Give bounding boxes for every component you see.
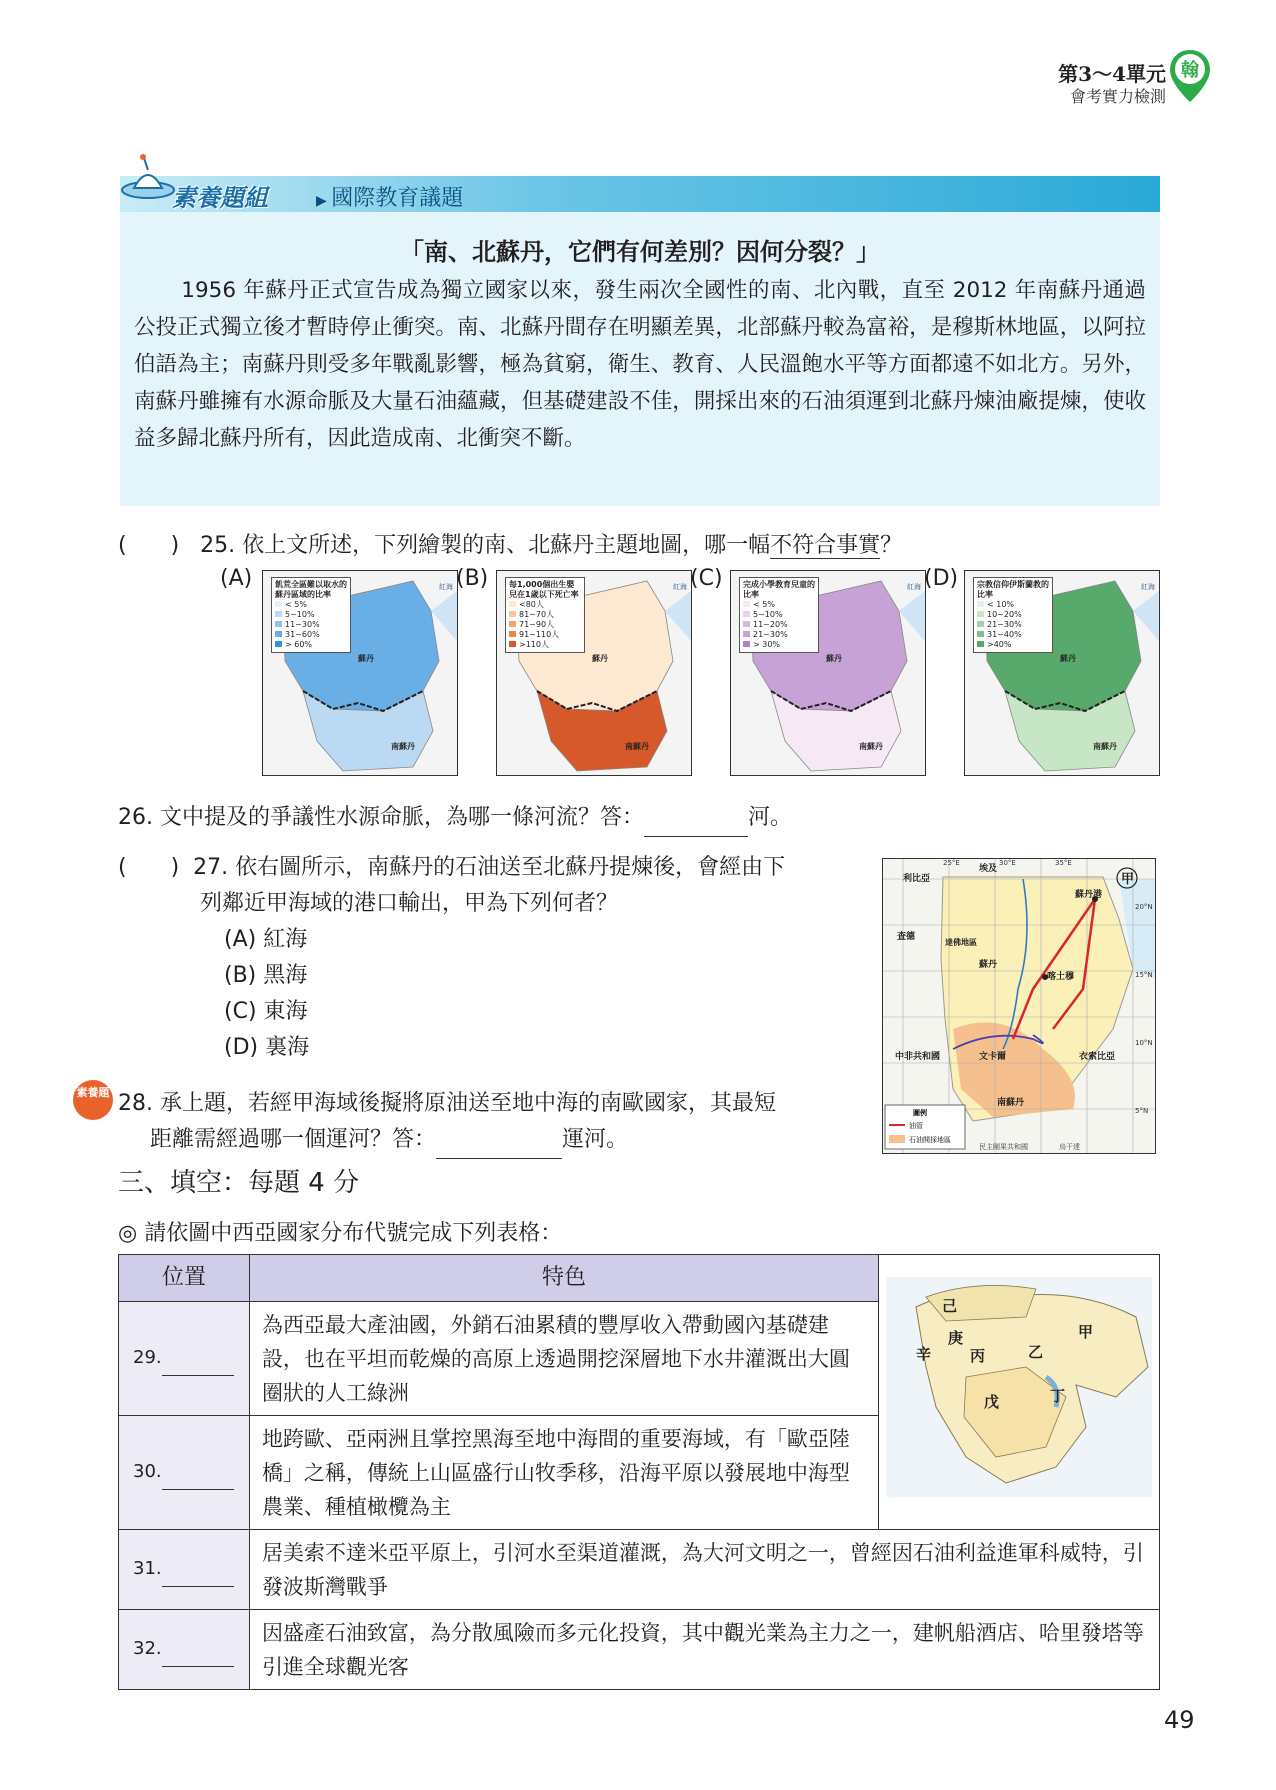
legend-label: >40% <box>987 640 1012 649</box>
legend-label: 11~20% <box>753 620 788 629</box>
legend-swatch <box>509 631 516 637</box>
page-number: 49 <box>1164 1706 1195 1734</box>
legend-entry <box>275 610 347 620</box>
legend-label: 石油開採地區 <box>909 1136 951 1144</box>
country-code-label: 乙 <box>1028 1342 1044 1361</box>
west-asia-map <box>886 1277 1152 1497</box>
north-label: 蘇丹 <box>592 654 608 663</box>
sudan-oil-map-graphic <box>883 859 1155 1153</box>
legend-entry <box>275 630 347 640</box>
north-label: 蘇丹 <box>1060 654 1076 663</box>
legend-label: 11~30% <box>285 620 320 629</box>
q25-option-letter[interactable]: (C) <box>690 566 723 591</box>
legend-entry <box>743 630 815 640</box>
north-label: 蘇丹 <box>826 654 842 663</box>
q25-option-map[interactable] <box>964 570 1160 776</box>
lon-label: 25°E <box>943 859 960 867</box>
answer-blank[interactable] <box>162 1552 234 1587</box>
col-feature: 特色 <box>249 1255 878 1302</box>
legend-entry <box>275 600 347 610</box>
legend-swatch <box>743 621 750 627</box>
sea-label: 紅海 <box>907 583 921 591</box>
q25-underlined: 不符合事實 <box>770 533 881 558</box>
legend-entry <box>743 600 815 610</box>
q25-option-map[interactable] <box>496 570 692 776</box>
table-row-text: 居美索不達米亞平原上，引河水至渠道灌溉，為大河文明之一，曾經因石油利益進軍科威特，引發波斯灣戰爭 <box>249 1530 1159 1610</box>
map-place-label: 查德 <box>897 932 916 942</box>
legend-entry <box>743 640 815 650</box>
legend-title: 每1,000個出生嬰兒在1歲以下死亡率 <box>509 580 579 599</box>
sea-label: 紅海 <box>1141 583 1155 591</box>
legend-swatch <box>743 601 750 607</box>
q27-options <box>118 922 878 1066</box>
reading-body <box>134 272 1146 457</box>
sea-label: 紅海 <box>673 583 687 591</box>
ufo-icon <box>118 150 178 210</box>
map-place-label: 埃及 <box>979 864 998 874</box>
map-legend <box>739 577 819 653</box>
legend-label: 5~10% <box>753 610 783 619</box>
legend-swatch <box>275 601 282 607</box>
country-code-label: 庚 <box>948 1328 964 1347</box>
legend-entry <box>275 620 347 630</box>
literacy-badge: 素養題 <box>73 1080 113 1120</box>
legend-label: 21~30% <box>753 630 788 639</box>
reading-paragraph: 1956 年蘇丹正式宣告成為獨立國家以來，發生兩次全國性的南、北內戰，直至 2012 年南蘇丹通過公投正式獨立後才暫時停止衝突。南、北蘇丹間存在明顯差異，北部蘇丹較為富裕，是穆斯林地區，以阿拉伯語為主；南蘇丹則受多年戰亂影響，極為貧窮，衛生、教育、人民溫飽水平等方面都遠不如北方。另外，南蘇丹雖擁有水源命脈及大量石油蘊藏，但基礎建設不佳，開採出來的石油須運到北蘇丹煉油廠提煉，使收益多歸北蘇丹所有，因此造成南、北衝突不斷。 <box>134 278 1146 451</box>
legend-swatch <box>743 611 750 617</box>
unit-title: 第3～4單元 <box>1058 62 1166 86</box>
south-label: 南蘇丹 <box>625 742 649 751</box>
legend-swatch <box>977 611 984 617</box>
q28-line2: 距離需經過哪一個運河？答： <box>150 1127 437 1152</box>
legend-swatch <box>743 631 750 637</box>
reading-title: 「南、北蘇丹，它們有何差別？因何分裂？」 <box>400 237 880 266</box>
legend-entry <box>509 630 581 640</box>
q25-option-letter[interactable]: (B) <box>456 566 489 591</box>
q26-end: 河。 <box>747 805 792 830</box>
question-28 <box>118 1086 898 1159</box>
legend-swatch <box>509 621 516 627</box>
sea-label: 紅海 <box>439 583 453 591</box>
legend-title: 完成小學教育兒童的比率 <box>743 580 815 599</box>
answer-paren[interactable]: ( ) <box>118 533 180 558</box>
legend-label: < 5% <box>753 600 775 609</box>
question-25 <box>118 528 902 564</box>
map-place-label: 中非共和國 <box>895 1052 941 1062</box>
banner-subtitle: ▶ 國際教育議題 <box>316 181 463 212</box>
map-place-label: 蘇丹港 <box>1075 890 1103 900</box>
legend-label: <80人 <box>519 600 544 609</box>
table-row-num: 30. <box>119 1416 250 1530</box>
q27-option[interactable]: (B) 黑海 <box>224 963 308 988</box>
legend-label: 31~60% <box>285 630 320 639</box>
legend-swatch <box>509 641 516 647</box>
lat-label: 5°N <box>1135 1107 1149 1115</box>
lon-label: 35°E <box>1055 859 1072 867</box>
legend-label: 21~30% <box>987 620 1022 629</box>
country-code-label: 戊 <box>984 1392 1000 1411</box>
table-row-num: 32. <box>119 1610 250 1690</box>
legend-label: > 30% <box>753 640 781 649</box>
north-label: 蘇丹 <box>358 654 374 663</box>
q28-answer-blank[interactable] <box>436 1122 562 1159</box>
map-bottom-label: 烏干達 <box>1059 1143 1080 1151</box>
country-code-label: 甲 <box>1078 1322 1094 1341</box>
legend-label: 5~10% <box>285 610 315 619</box>
legend-swatch <box>275 611 282 617</box>
answer-blank[interactable] <box>162 1455 234 1490</box>
legend-title: 圖例 <box>913 1109 927 1117</box>
question-27 <box>118 850 878 1066</box>
country-code-label: 丙 <box>970 1346 986 1365</box>
legend-entry <box>743 620 815 630</box>
answer-blank[interactable] <box>162 1632 234 1667</box>
map-place-label: 喀土穆 <box>1047 972 1075 982</box>
map-place-label: 達佛地區 <box>945 938 977 947</box>
legend-title: 宗教信仰伊斯蘭教的比率 <box>977 580 1049 599</box>
q25-option-map[interactable] <box>730 570 926 776</box>
map-place-label: 蘇丹 <box>979 960 998 970</box>
west-asia-map-cell <box>879 1255 1160 1530</box>
south-label: 南蘇丹 <box>391 742 415 751</box>
map-place-label: 衣索比亞 <box>1079 1052 1116 1062</box>
west-asia-table <box>118 1254 1160 1690</box>
legend-label: 71~90人 <box>519 620 555 629</box>
legend-entry <box>977 640 1049 650</box>
q27-line1: 27. 依右圖所示，南蘇丹的石油送至北蘇丹提煉後，會經由下 <box>193 855 786 880</box>
q27-line2: 列鄰近甲海域的港口輸出，甲為下列何者？ <box>200 891 619 916</box>
legend-swatch <box>977 631 984 637</box>
legend-title: 飢荒全區難以取水的蘇丹區域的比率 <box>275 580 347 599</box>
map-place-label: 文卡爾 <box>979 1052 1007 1062</box>
col-position: 位置 <box>119 1255 250 1302</box>
lat-label: 10°N <box>1135 1039 1153 1047</box>
legend-label: 91~110人 <box>519 630 560 639</box>
banner-title: 素養題組 <box>172 184 268 212</box>
south-label: 南蘇丹 <box>1093 742 1117 751</box>
q27-option[interactable]: (A) 紅海 <box>224 927 308 952</box>
table-row-num: 29. <box>119 1302 250 1416</box>
legend-swatch <box>977 601 984 607</box>
country-code-label: 己 <box>942 1296 958 1315</box>
map-legend <box>973 577 1053 653</box>
table-row-text: 地跨歐、亞兩洲且掌控黑海至地中海間的重要海域，有「歐亞陸橋」之稱，傳統上山區盛行山牧季移，沿海平原以發展地中海型農業、種植橄欖為主 <box>249 1416 878 1530</box>
legend-swatch <box>977 641 984 647</box>
legend-swatch <box>977 621 984 627</box>
map-legend <box>271 577 351 653</box>
legend-entry <box>509 600 581 610</box>
legend-entry <box>743 610 815 620</box>
section-banner <box>120 176 1160 212</box>
map-place-label: 南蘇丹 <box>997 1098 1025 1108</box>
q26-text: 26. 文中提及的爭議性水源命脈，為哪一條河流？答： <box>118 805 644 830</box>
q28-end: 運河。 <box>562 1127 629 1152</box>
legend-swatch <box>509 611 516 617</box>
south-label: 南蘇丹 <box>859 742 883 751</box>
legend-entry <box>509 610 581 620</box>
map-place-label: 利比亞 <box>903 874 931 884</box>
legend-label: 31~40% <box>987 630 1022 639</box>
legend-label: > 60% <box>285 640 313 649</box>
legend-label: 81~70人 <box>519 610 555 619</box>
map-bottom-label: 民主剛果共和國 <box>979 1143 1028 1151</box>
legend-entry <box>977 630 1049 640</box>
legend-swatch <box>509 601 516 607</box>
legend-label: 油管 <box>909 1122 923 1130</box>
q25-option-map[interactable] <box>262 570 458 776</box>
legend-label: < 5% <box>285 600 307 609</box>
q27-option[interactable]: (C) 東海 <box>224 999 308 1024</box>
legend-swatch <box>275 621 282 627</box>
map-pin-icon <box>1168 48 1212 104</box>
q25-text: 25. 依上文所述，下列繪製的南、北蘇丹主題地圖，哪一幅 <box>200 533 771 558</box>
country-code-label: 辛 <box>916 1344 932 1363</box>
unit-subtitle: 會考實力檢測 <box>1069 87 1166 106</box>
legend-swatch <box>275 631 282 637</box>
legend-entry <box>275 640 347 650</box>
q25-end: ？ <box>880 533 903 558</box>
legend-swatch <box>275 641 282 647</box>
map-place-label: 甲 <box>1121 872 1135 887</box>
table-row-num: 31. <box>119 1530 250 1610</box>
q26-answer-blank[interactable] <box>644 800 748 837</box>
section-3-title: 三、填空：每題 4 分 <box>118 1168 360 1198</box>
table-row-text: 為西亞最大產油國，外銷石油累積的豐厚收入帶動國內基礎建設，也在平坦而乾燥的高原上透過開挖深層地下水井灌溉出大圓圈狀的人工綠洲 <box>249 1302 878 1416</box>
legend-label: 10~20% <box>987 610 1022 619</box>
legend-swatch <box>743 641 750 647</box>
q25-option-letter[interactable]: (D) <box>924 566 959 591</box>
legend-label: >110人 <box>519 640 549 649</box>
country-code-label: 丁 <box>1050 1386 1066 1405</box>
answer-paren[interactable]: ( ) <box>118 855 180 880</box>
table-row-text: 因盛產石油致富，為分散風險而多元化投資，其中觀光業為主力之一，建帆船酒店、哈里發塔等引進全球觀光客 <box>249 1610 1159 1690</box>
legend-entry <box>977 600 1049 610</box>
lat-label: 15°N <box>1135 971 1153 979</box>
answer-blank[interactable] <box>162 1341 234 1376</box>
question-26 <box>118 800 792 837</box>
q27-option[interactable]: (D) 裏海 <box>224 1035 310 1060</box>
q25-option-letter[interactable]: (A) <box>220 566 253 591</box>
legend-entry <box>977 620 1049 630</box>
q28-line1: 28. 承上題，若經甲海域後擬將原油送至地中海的南歐國家，其最短 <box>118 1091 776 1116</box>
section-3-instruction: ◎ 請依圖中西亞國家分布代號完成下列表格： <box>118 1221 563 1246</box>
lat-label: 20°N <box>1135 903 1153 911</box>
map-legend <box>505 577 585 653</box>
legend-label: < 10% <box>987 600 1015 609</box>
legend-entry <box>509 640 581 650</box>
legend-entry <box>977 610 1049 620</box>
lon-label: 30°E <box>999 859 1016 867</box>
pin-character: 翰 <box>1181 60 1199 81</box>
sudan-oil-map <box>882 858 1156 1154</box>
legend-entry <box>509 620 581 630</box>
